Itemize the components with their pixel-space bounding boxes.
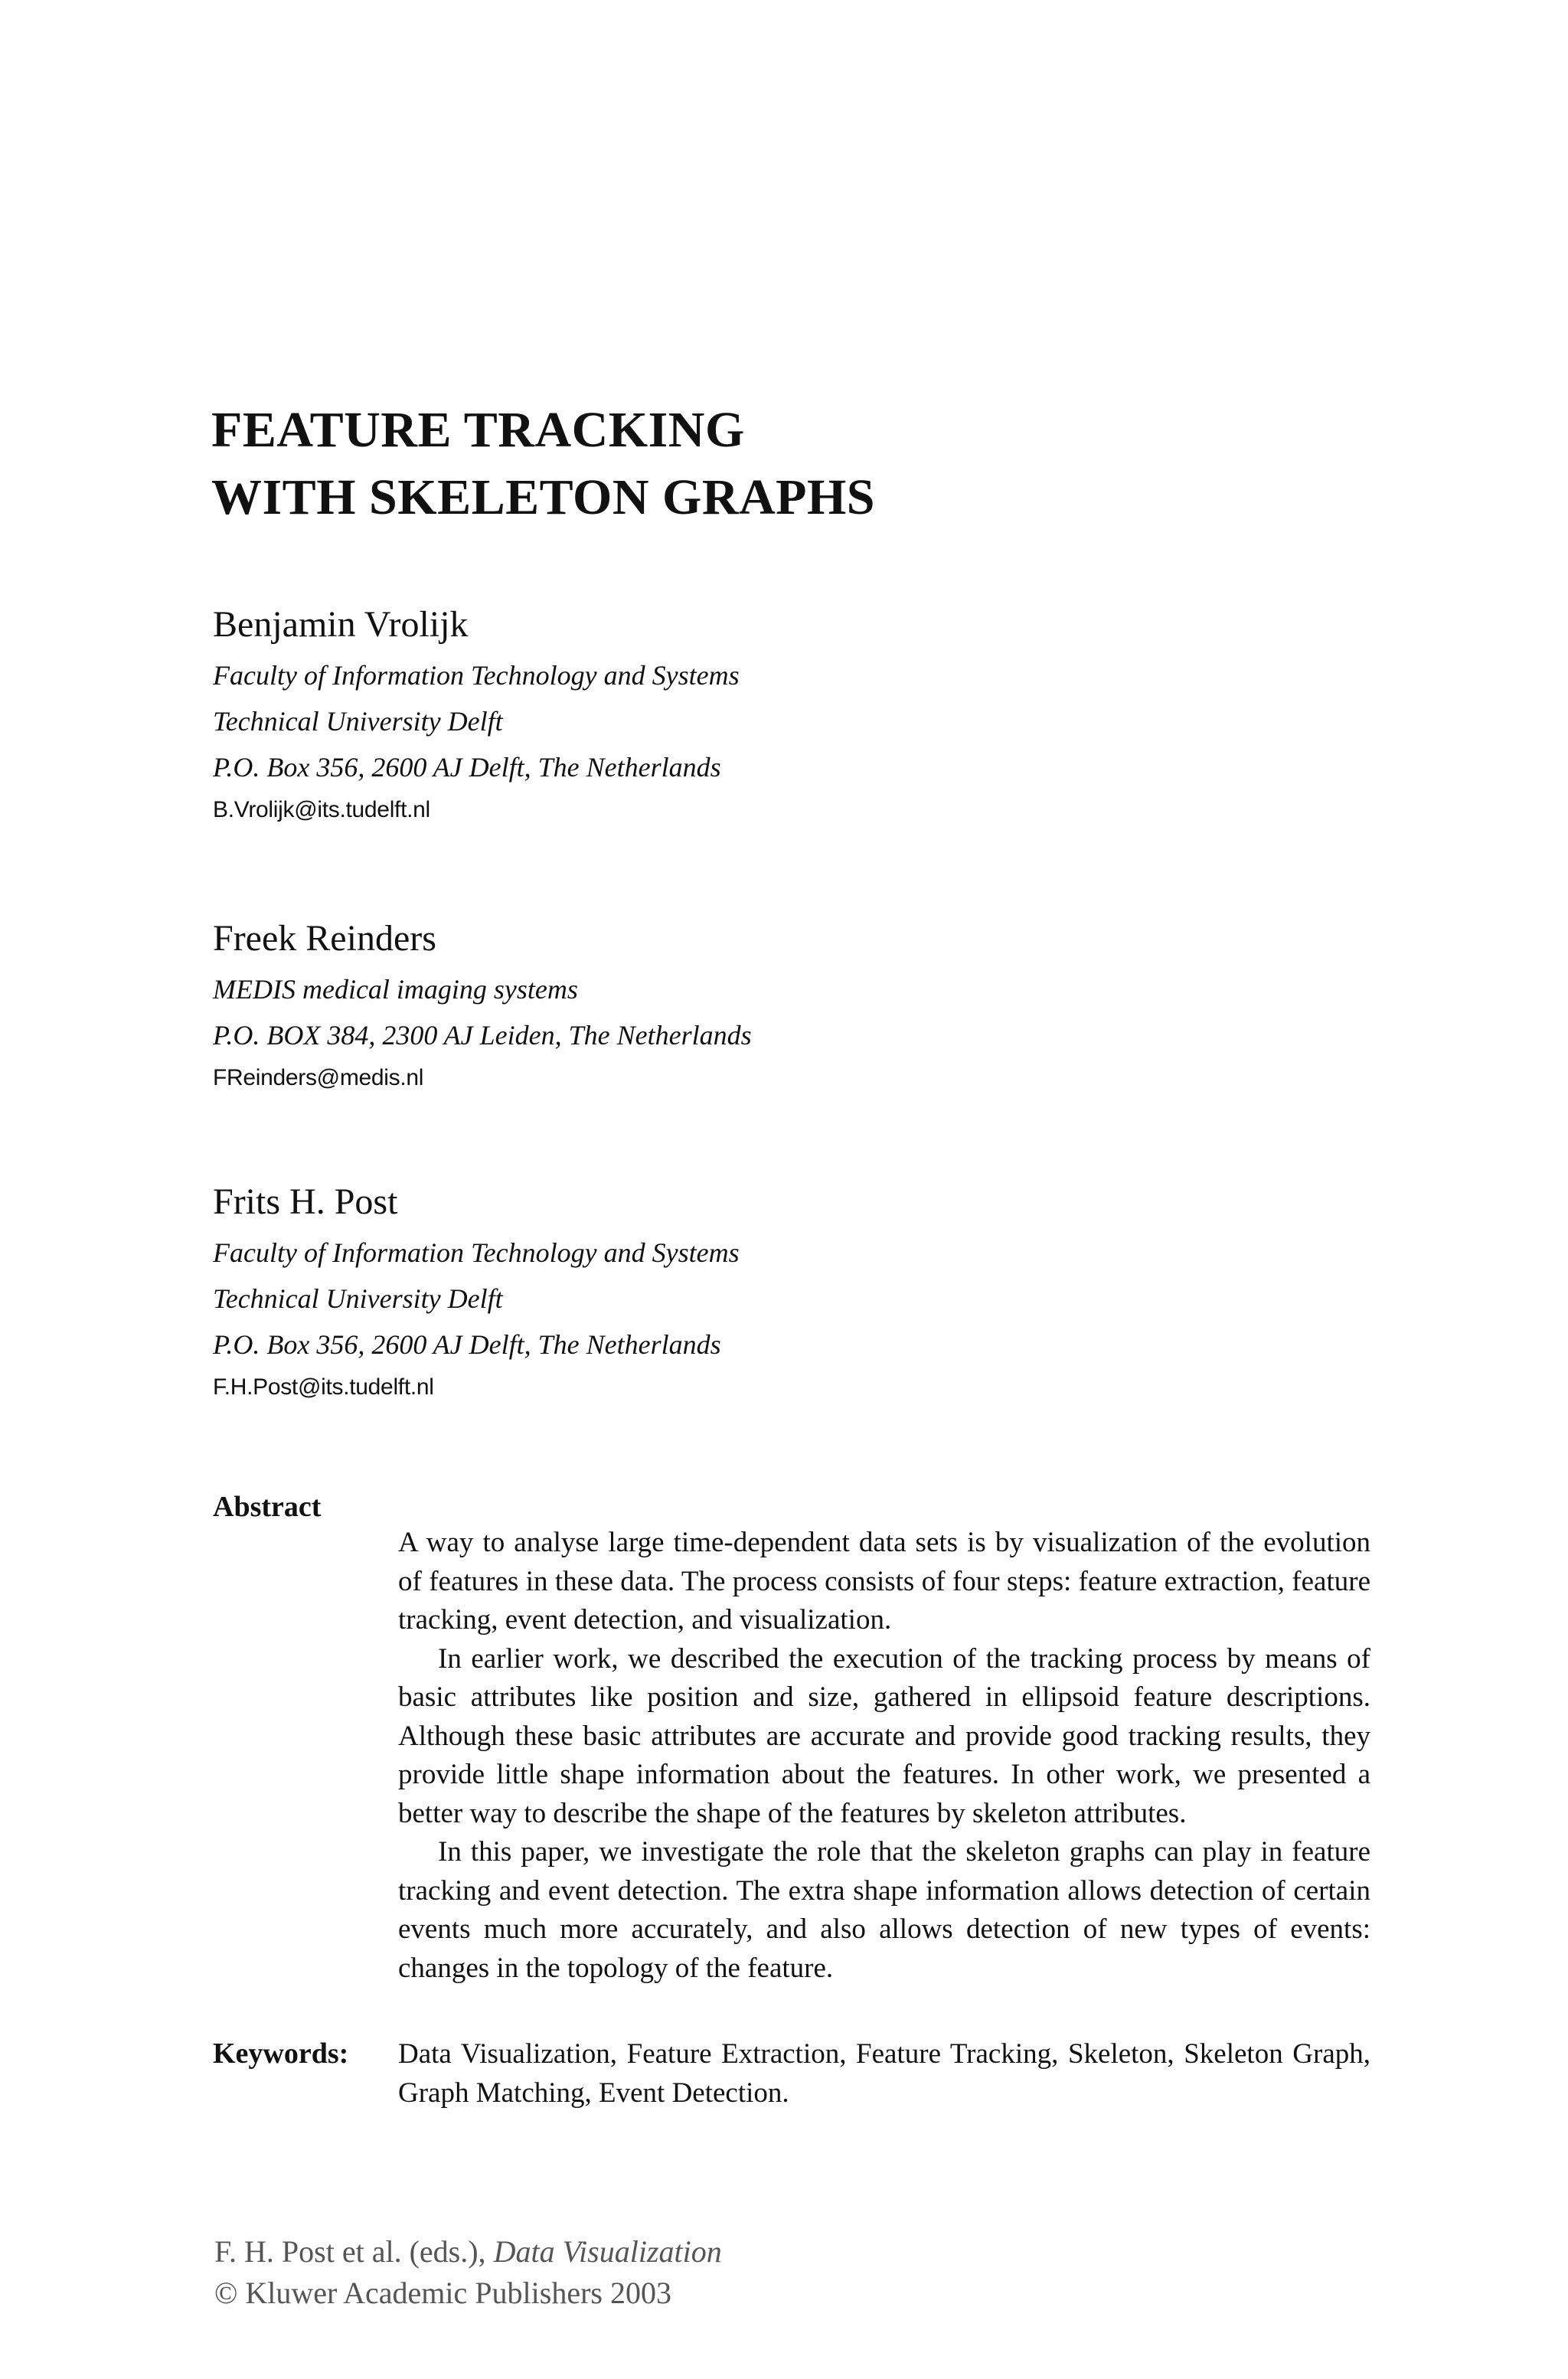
author-affiliation: Faculty of Information Technology and Systems: [213, 660, 740, 691]
author-address: P.O. Box 356, 2600 AJ Delft, The Netherlands: [213, 1329, 721, 1360]
citation-line: [214, 2231, 722, 2273]
keywords-heading: Keywords:: [213, 2038, 349, 2070]
author-name: Benjamin Vrolijk: [213, 604, 469, 645]
author-block: [213, 1179, 1285, 1407]
abstract-paragraph: A way to analyse large time-dependent data sets is by visualization of the evolution of features in these data. The process consists of four steps: feature extraction, feature tracking, event detection, and visualization.: [398, 1527, 1370, 1636]
author-email: B.Vrolijk@its.tudelft.nl: [213, 797, 430, 822]
publication-footer: [214, 2231, 722, 2314]
author-affiliation: Technical University Delft: [213, 706, 503, 737]
citation-title: Data Visualization: [493, 2234, 722, 2269]
author-block: [213, 916, 1285, 1098]
abstract-paragraph: In this paper, we investigate the role that the skeleton graphs can play in feature tracking and event detection. The extra shape information allows detection of certain events much more accurately, and also allows detection of new types of events: changes in the topology of the feature.: [398, 1836, 1370, 1984]
author-block: [213, 602, 1285, 830]
author-address: P.O. BOX 384, 2300 AJ Leiden, The Netherlands: [213, 1020, 752, 1051]
keywords-text: Data Visualization, Feature Extraction, Feature Tracking, Skeleton, Skeleton Graph, Graph Matching, Event Detection.: [398, 2038, 1370, 2109]
title-line-2: WITH SKELETON GRAPHS: [211, 469, 876, 525]
author-address: P.O. Box 356, 2600 AJ Delft, The Netherlands: [213, 752, 721, 783]
paper-title: [211, 397, 875, 531]
author-email: F.H.Post@its.tudelft.nl: [213, 1374, 434, 1400]
author-name: Freek Reinders: [213, 918, 436, 959]
copyright-line: © Kluwer Academic Publishers 2003: [214, 2276, 671, 2310]
abstract-paragraph: In earlier work, we described the execution of the tracking process by means of basic attributes like position and size, gathered in ellipsoid feature descriptions. Although these basic attributes are accurate and provide good tracking results, they provide little shape information about the features. In other work, we presented a better way to describe the shape of the features by skeleton attributes.: [398, 1642, 1370, 1829]
author-name: Frits H. Post: [213, 1181, 398, 1222]
author-email: FReinders@medis.nl: [213, 1065, 424, 1090]
title-line-1: FEATURE TRACKING: [211, 402, 745, 458]
abstract-body: [398, 1524, 1370, 1988]
author-affiliation: MEDIS medical imaging systems: [213, 974, 578, 1005]
author-affiliation: Faculty of Information Technology and Systems: [213, 1237, 740, 1268]
author-affiliation: Technical University Delft: [213, 1283, 503, 1314]
citation-prefix: F. H. Post et al. (eds.),: [214, 2234, 494, 2269]
abstract-heading: Abstract: [213, 1491, 322, 1523]
